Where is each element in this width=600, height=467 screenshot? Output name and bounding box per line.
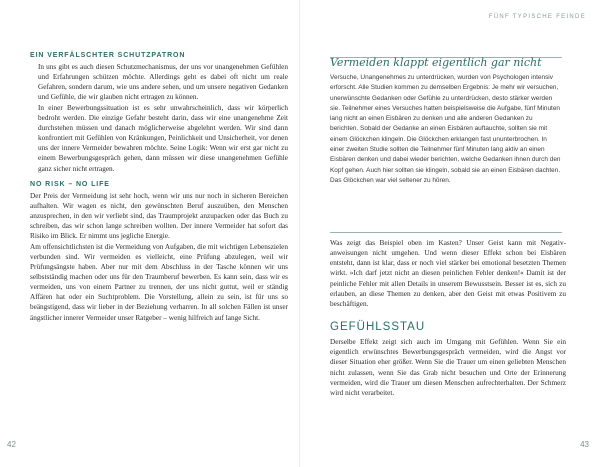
page-gutter (299, 0, 300, 467)
paragraph: Derselbe Effekt zeigt sich auch im Umgang mit Gefühlen. Wenn Sie ein eigentlich erwünschtes Bewerbungsgespräch vermeiden, wird die Angst vor dieser Situation eher größer. Wenn Sie die Trauer um einen geliebten Menschen nicht zulassen, wenn Sie das Grab nicht besuchen und Orte der Erinnerung vermeiden, wird die Trauer um diesen Menschen aufrechterhalten. Der Schmerz wird nicht verarbeitet. (330, 338, 566, 397)
paragraph: In einer Bewerbungssituation ist es sehr unwahrscheinlich, dass wir körperlich bedroht werden. Die einzige Gefahr besteht darin, dass wir eine unangenehme Zeit durchstehen müssen und danach möglicherweise abgelehnt werden. Wir sind dann konfrontiert mit Gefühlen von Kränkungen, Peinlichkeit und Unsicherheit, vor denen uns der innere Vermeider bewahren möchte. Seine Logik: Wenn wir erst gar nicht zu einem Bewerbungsgespräch gehen, dann müssen wir diese unangenehmen Gefühle ganz sicher nicht ertragen. (38, 103, 288, 173)
box-bottom-rule (330, 232, 562, 233)
section-heading-gefuehlsstau: GEFÜHLSSTAU (330, 321, 426, 334)
paragraph: Was zeigt das Beispiel oben im Kasten? Unser Geist kann mit Negativanweisungen nicht umgehen. Und wenn dieser Effekt schon bei Eisbären entsteht, dann ist klar, dass er noch viel stärker bei emotional besetzten Themen wirkt. »Ich darf jetzt nicht an diesen peinlichen Fehler denken!« Damit ist der peinliche Fehler mit allen Details in unserem Bewusstsein. Besser ist es, sich zu erlauben, an diese Themen zu denken, aber den Geist mit etwas Positivem zu beschäftigen. (330, 239, 566, 308)
running-head: FÜNF TYPISCHE FEINDE (488, 14, 586, 20)
section-heading-schutzpatron: EIN VERFÄLSCHTER SCHUTZPATRON (30, 52, 186, 59)
page-number-right: 43 (580, 440, 589, 449)
box-text: Versuche, Unangenehmes zu unterdrücken, wurden von Psychologen intensiv erforscht. Alle Studien kommen zu demselben Ergebnis: Je mehr wir versuchen, unerwünschte Gedanken oder Gefühle zu unterdrücken, desto stärker werden sie. Teilnehmer eines Versuches hatten beispielsweise die Aufgabe, fünf Minuten lang nicht an einen Eisbären zu denken und alle anderen Gedanken zu berichten. Sobald der Gedanke an einen Eisbären auftauchte, sollten sie mit einem Glöckchen klingeln. Die Glöckchen erklangen fast ununterbrochen. In einer zweiten Studie sollten die Teilnehmer fünf Minuten lang aktiv an einen Eisbären denken und dabei wieder berichten, welche Gedanken ihnen durch den Kopf gehen. Auch hier sollten sie klingeln, sobald sie an einen Eisbären dachten. Das Glöckchen war viel seltener zu hören. (330, 74, 561, 184)
paragraph: In uns gibt es auch diesen Schutzmechanismus, der uns vor unangenehmen Gefühlen und Erfahrungen schützen möchte. Allerdings geht es dabei oft nicht um reale Gefahren, sondern darum, wie uns andere sehen, und um unsere negativen Gedanken und Gefühle, die wir glauben nicht ertragen zu können. (38, 63, 288, 102)
section-heading-no-risk: NO RISK – NO LIFE (30, 180, 110, 188)
page-number-left: 42 (7, 440, 16, 449)
paragraph: Der Preis der Vermeidung ist sehr hoch, wenn wir uns nur noch in sicheren Bereichen aufhalten. Wir wagen es nicht, den gewünschten Beruf auszuüben, den Menschen anzusprechen, in den wir verliebt sind, das Traumprojekt anzupacken oder das Buch zu schreiben, das wir schon lange schreiben wollten. Der innere Vermeider hat sofort das Risiko im Blick. Er nimmt uns jegliche Energie. (30, 191, 288, 241)
info-box (330, 56, 562, 186)
right-column (330, 238, 566, 398)
left-column (30, 52, 288, 323)
box-title: Vermeiden klappt eigentlich gar nicht (330, 56, 542, 69)
paragraph: Am offensichtlichsten ist die Vermeidung von Aufgaben, die mit wichtigen Lebenszielen verbunden sind. Wir vermeiden es vielleicht, eine Prüfung abzulegen, weil wir Prüfungsängste haben. Aber nur mit dem Abschluss in der Tasche können wir uns selbstständig machen oder uns für den Traumberuf bewerben. Es kann sein, dass wir es vermeiden, uns von einem Partner zu trennen, der uns nicht guttut, weil er ständig Affären hat oder ein Suchtproblem. Die Vorstellung, allein zu sein, ist für uns so beängstigend, dass wir lieber in der Beziehung verharren. In all solchen Fällen ist unser ängstlicher innerer Vermeider unser Ratgeber – wenig hilfreich auf lange Sicht. (30, 242, 288, 322)
